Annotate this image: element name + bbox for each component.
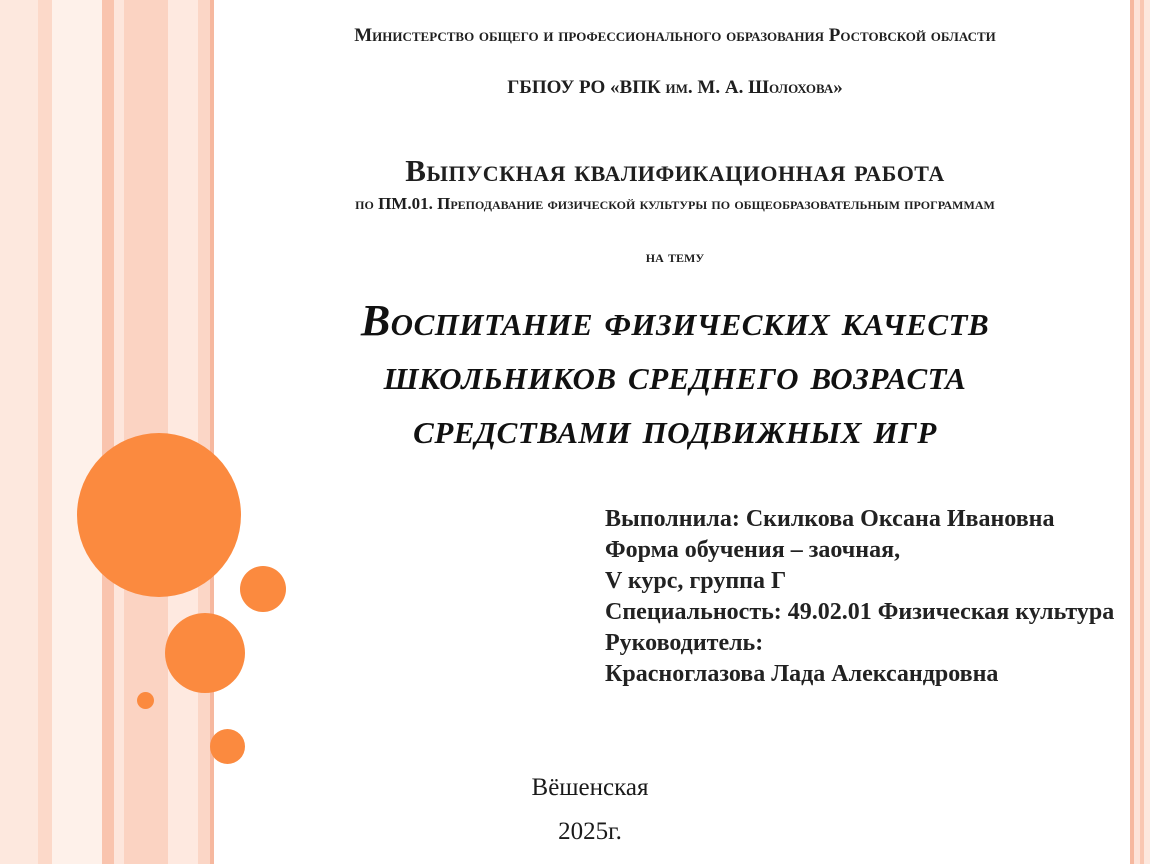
- on-theme-label: на тему: [645, 247, 705, 266]
- author-line: Выполнила: Скилкова Оксана Ивановна: [605, 506, 1055, 532]
- decorative-circle-small-lower: [210, 729, 245, 764]
- left-stripe-6: [124, 0, 168, 864]
- decorative-circle-tiny: [137, 692, 154, 709]
- left-stripe-2: [38, 0, 52, 864]
- author-info-block: [605, 504, 1125, 690]
- decorative-circle-small-upper: [240, 566, 286, 612]
- supervisor-label: Руководитель:: [605, 630, 764, 656]
- decorative-circle-medium: [165, 613, 245, 693]
- left-stripe-3: [52, 0, 102, 864]
- left-stripe-8: [198, 0, 210, 864]
- right-stripe-4: [1144, 0, 1150, 864]
- year-label: 2025г.: [558, 818, 622, 845]
- study-form-line: Форма обучения – заочная,: [605, 537, 901, 563]
- city-name: Вёшенская: [531, 774, 649, 801]
- specialty-line: Специальность: 49.02.01 Физическая культура: [605, 599, 1115, 625]
- module-line: по ПМ.01. Преподавание физической культуры по общеобразовательным программам: [355, 194, 995, 213]
- left-stripe-7: [168, 0, 198, 864]
- course-group-line: V курс, группа Г: [605, 568, 787, 594]
- left-stripe-4: [102, 0, 114, 864]
- thesis-topic: Воспитание физических качеств школьников среднего возраста средствами подвижных игр: [360, 296, 990, 453]
- decorative-circle-large: [77, 433, 241, 597]
- left-stripe-5: [114, 0, 124, 864]
- left-stripe-1: [0, 0, 38, 864]
- ministry-name: Министерство общего и профессионального образования Ростовской области: [354, 25, 996, 46]
- college-name: ГБПОУ РО «ВПК им. М. А. Шолохова»: [507, 77, 843, 98]
- work-type-title: Выпускная квалификационная работа: [405, 153, 945, 188]
- supervisor-name: Красноглазова Лада Александровна: [605, 661, 999, 687]
